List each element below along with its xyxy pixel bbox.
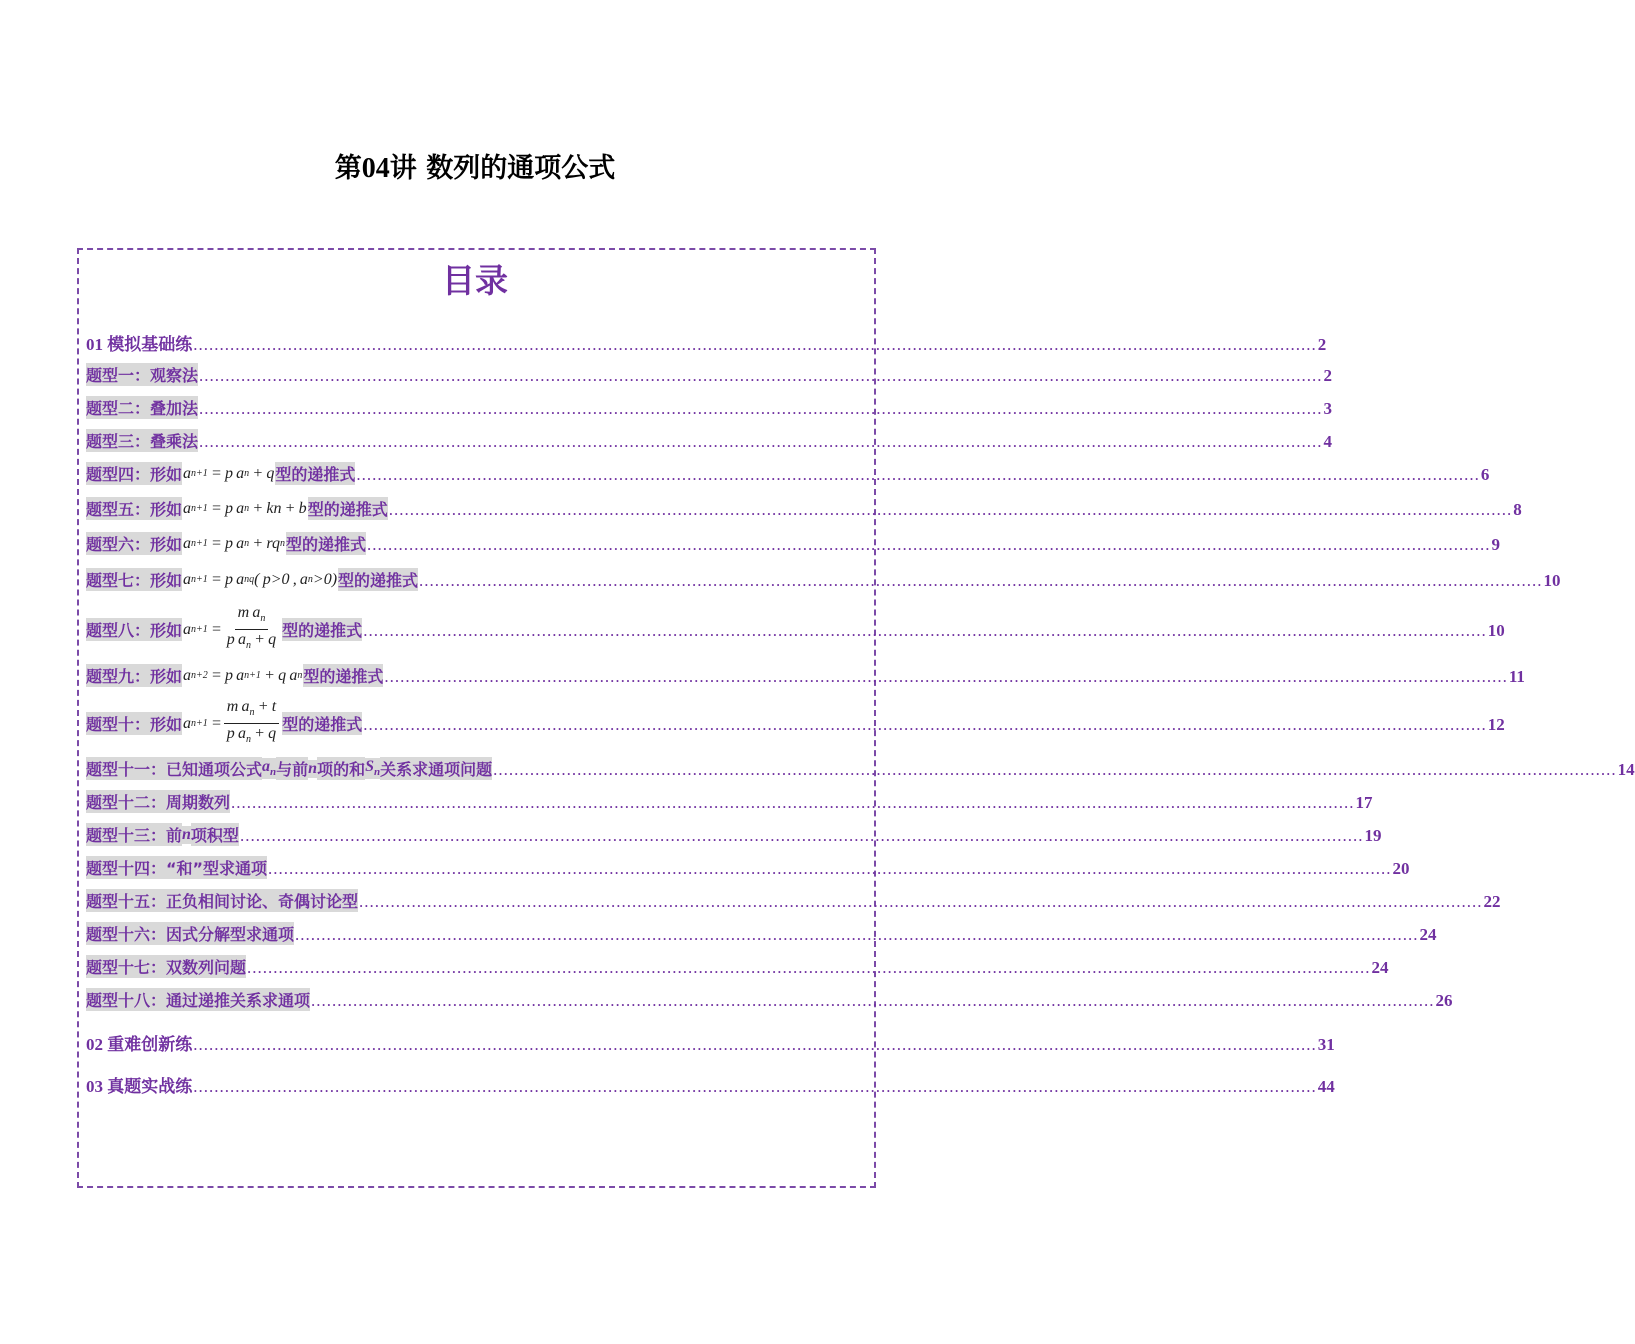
page-number: 22	[1483, 892, 1501, 911]
toc-entry-type-15[interactable]: 题型十五：正负相间讨论、奇偶讨论型 ...................................................................................................................................................................................................................... 22	[86, 889, 864, 912]
formula: a n+1 = $\frac{m a_n + t}{p a_n + q}$	[183, 698, 281, 749]
formula: a n+2 = p a n+1 + q a n	[183, 666, 303, 684]
toc-entry-type-13[interactable]: 题型十三：前 n 项积型 ...................................................................................................................................................................................................................... 19	[86, 823, 864, 846]
toc-entry-type-3[interactable]: 题型三：叠乘法 ...................................................................................................................................................................................................................... 4	[86, 429, 864, 452]
toc-entry-type-14[interactable]: 题型十四：“和”型求通项 ...................................................................................................................................................................................................................... 20	[86, 856, 864, 879]
dot-leader: ......................................................................................................................................................................................................................	[295, 925, 1419, 944]
formula: a n+1 = $\frac{m a_n}{p a_n + q}$	[183, 604, 277, 652]
page-number: 12	[1487, 715, 1505, 735]
dot-leader: ......................................................................................................................................................................................................................	[193, 1035, 1317, 1054]
toc-entry-type-10[interactable]: 题型十：形如 a n+1 = $\frac{m a_n + t}{p a_n + q}$ 型的递推式 ...................................................................................................................................................................................................................... 12	[86, 698, 864, 749]
toc-heading: 目录	[442, 261, 508, 300]
dot-leader: ......................................................................................................................................................................................................................	[311, 991, 1435, 1010]
page-number: 17	[1355, 793, 1373, 812]
toc-entry-type-1[interactable]: 题型一：观察法 ...................................................................................................................................................................................................................... 2	[86, 363, 864, 386]
toc-entry-type-17[interactable]: 题型十七：双数列问题 ...................................................................................................................................................................................................................... 24	[86, 955, 864, 978]
toc-entry-type-7[interactable]: 题型七：形如 a n+1 = p a n q ( p>0 , a n >0) 型的递推式 ...................................................................................................................................................................................................................... 10	[86, 568, 864, 591]
dot-leader: ......................................................................................................................................................................................................................	[231, 793, 1355, 812]
toc-entry-type-18[interactable]: 题型十八：通过递推关系求通项 ...................................................................................................................................................................................................................... 26	[86, 988, 864, 1011]
document-title: 第04讲 数列的通项公式	[334, 153, 616, 184]
dot-leader: ......................................................................................................................................................................................................................	[199, 399, 1323, 418]
toc-entry-type-4[interactable]: 题型四：形如 a n+1 = p a n + q 型的递推式 ...................................................................................................................................................................................................................... 6	[86, 462, 864, 485]
page-number: 11	[1508, 667, 1525, 686]
page-number: 10	[1487, 621, 1505, 641]
dot-leader: ......................................................................................................................................................................................................................	[367, 535, 1491, 554]
dot-leader: ......................................................................................................................................................................................................................	[193, 335, 1317, 354]
dot-leader: ......................................................................................................................................................................................................................	[239, 826, 1364, 845]
dot-leader: ......................................................................................................................................................................................................................	[384, 667, 1508, 686]
formula: a n+1 = p a n + q	[183, 464, 275, 482]
dot-leader: ......................................................................................................................................................................................................................	[247, 958, 1371, 977]
page-number: 24	[1419, 925, 1437, 944]
page-number: 14	[1617, 760, 1635, 779]
toc-entry-type-8[interactable]: 题型八：形如 a n+1 = $\frac{m a_n}{p a_n + q}$ 型的递推式 ...................................................................................................................................................................................................................... 10	[86, 604, 864, 655]
dot-leader: ......................................................................................................................................................................................................................	[363, 715, 1487, 735]
dot-leader: ......................................................................................................................................................................................................................	[419, 571, 1543, 590]
dot-leader: ......................................................................................................................................................................................................................	[356, 465, 1480, 484]
dot-leader: ......................................................................................................................................................................................................................	[388, 500, 1513, 519]
page-number: 8	[1513, 500, 1522, 519]
page-number: 4	[1323, 432, 1333, 451]
page-number: 19	[1364, 826, 1382, 845]
dot-leader: ......................................................................................................................................................................................................................	[493, 760, 1617, 779]
toc-entry-type-11[interactable]: 题型十一：已知通项公式 $a_n$ 与前 n 项的和 $S_n$ 关系求通项问题 ...................................................................................................................................................................................................................... 14	[86, 758, 1635, 779]
page-number: 24	[1371, 958, 1389, 977]
page-number: 2	[1323, 366, 1333, 385]
dot-leader: ......................................................................................................................................................................................................................	[199, 366, 1323, 385]
toc-entry-section-03[interactable]: 03 真题实战练 ...................................................................................................................................................................................................................... 44	[86, 1077, 1335, 1096]
formula: a n+1 = p a n q ( p>0 , a n >0)	[183, 570, 338, 588]
toc-entry-section-02[interactable]: 02 重难创新练 ...................................................................................................................................................................................................................... 31	[86, 1035, 1335, 1054]
page-number: 10	[1543, 571, 1561, 590]
toc-entry-type-12[interactable]: 题型十二：周期数列 ...................................................................................................................................................................................................................... 17	[86, 790, 864, 813]
dot-leader: ......................................................................................................................................................................................................................	[268, 859, 1392, 878]
toc-entry-type-16[interactable]: 题型十六：因式分解型求通项 ...................................................................................................................................................................................................................... 24	[86, 922, 864, 945]
page-number: 44	[1317, 1077, 1335, 1096]
dot-leader: ......................................................................................................................................................................................................................	[193, 1077, 1317, 1096]
page-number: 31	[1317, 1035, 1335, 1054]
formula: a n+1 = p a n + rq n	[183, 534, 286, 552]
toc-entry-type-2[interactable]: 题型二：叠加法 ...................................................................................................................................................................................................................... 3	[86, 396, 864, 419]
page-number: 2	[1317, 335, 1327, 354]
page-number: 3	[1323, 399, 1333, 418]
formula: a n+1 = p a n + kn + b	[183, 499, 307, 517]
toc-entry-section-01[interactable]: 01 模拟基础练 ...................................................................................................................................................................................................................... 2	[86, 335, 1327, 354]
toc-entry-type-6[interactable]: 题型六：形如 a n+1 = p a n + rq n 型的递推式 ...................................................................................................................................................................................................................... 9	[86, 532, 864, 555]
page-number: 26	[1435, 991, 1453, 1010]
page-number: 20	[1392, 859, 1410, 878]
page-number: 9	[1491, 535, 1501, 554]
toc-entry-type-9[interactable]: 题型九：形如 a n+2 = p a n+1 + q a n 型的递推式 ...................................................................................................................................................................................................................... 11	[86, 664, 864, 687]
dot-leader: ......................................................................................................................................................................................................................	[199, 432, 1323, 451]
dot-leader: ......................................................................................................................................................................................................................	[359, 892, 1483, 911]
page-number: 6	[1480, 465, 1490, 484]
dot-leader: ......................................................................................................................................................................................................................	[363, 621, 1487, 641]
toc-entry-type-5[interactable]: 题型五：形如 a n+1 = p a n + kn + b 型的递推式 ...................................................................................................................................................................................................................... 8	[86, 497, 864, 520]
